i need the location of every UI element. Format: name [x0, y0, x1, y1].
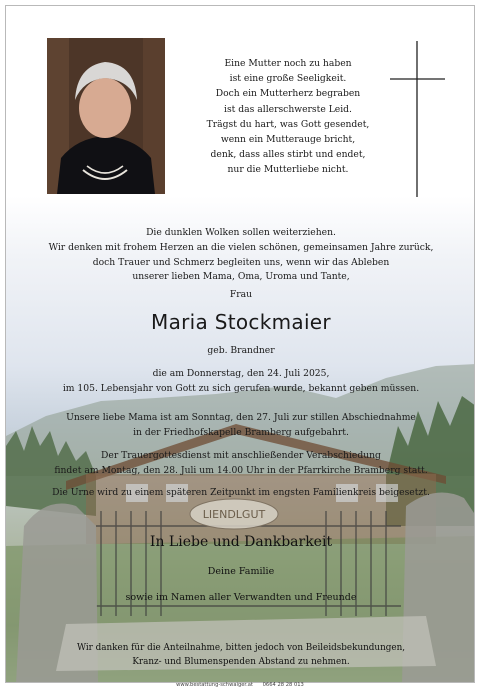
poem-line: nur die Mutterliebe nicht.: [227, 164, 349, 176]
footer: [0, 682, 480, 688]
poem-line: Trägst du hart, was Gott gesendet,: [206, 118, 370, 130]
footer-website: www.bestattung-schwaiger.at: [176, 682, 253, 688]
farewell-notice: [6, 411, 475, 441]
family-signature: Deine Familie: [207, 566, 275, 577]
farewell-line: Unsere liebe Mama ist am Sonntag, den 27. Juli zur stillen Abschiednahme: [66, 412, 416, 423]
farewell-line: in der Friedhofskapelle Bramberg aufgebahrt.: [133, 426, 349, 438]
obituary-frame: [5, 5, 475, 683]
poem-line: ist das allerschwerste Leid.: [224, 103, 352, 115]
salutation: Frau: [229, 289, 253, 300]
poem-line: ist eine große Seeligkeit.: [229, 73, 347, 85]
death-line: im 105. Lebensjahr von Gott zu sich gerufen wurde, bekannt geben müssen.: [62, 382, 420, 394]
birth-name: geb. Brandner: [207, 345, 275, 356]
poem-line: Eine Mutter noch zu haben: [224, 58, 352, 69]
sign-text: LIENDLGUT: [202, 508, 266, 521]
urn-line: Die Urne wird zu einem späteren Zeitpunkt im engsten Familienkreis beigesetzt.: [52, 487, 430, 498]
poem: [186, 56, 390, 178]
service-line: findet am Montag, den 28. Juli um 14.00 Uhr in der Pfarrkirche Bramberg statt.: [54, 464, 428, 476]
footer-phone: 0664 28 28 013: [262, 682, 304, 688]
sign-off-heading: In Liebe und Dankbarkeit: [149, 534, 333, 550]
poem-line: Doch ein Mutterherz begraben: [215, 88, 361, 100]
poem-line: denk, dass alles stirbt und endet,: [210, 149, 366, 161]
thanks-line: Kranz- und Blumenspenden Abstand zu nehmen.: [132, 656, 350, 667]
poem-line: wenn ein Mutterauge bricht,: [220, 134, 356, 146]
death-line: die am Donnerstag, den 24. Juli 2025,: [152, 368, 330, 379]
thanks-line: Wir danken für die Anteilnahme, bitten jedoch von Beileidsbekundungen,: [76, 643, 406, 653]
relatives-signature: sowie im Namen aller Verwandten und Freunde: [125, 592, 357, 603]
portrait-photo: [47, 38, 165, 194]
intro-line: Wir denken mit frohem Herzen an die vielen schönen, gemeinsamen Jahre zurück,: [48, 241, 434, 253]
intro-text: [6, 226, 475, 285]
intro-line: Die dunklen Wolken sollen weiterziehen.: [146, 227, 336, 238]
thanks-note: [6, 642, 475, 669]
service-notice: [6, 449, 475, 479]
death-notice: [6, 367, 475, 397]
cross-icon: [390, 41, 445, 197]
urn-notice: [6, 486, 475, 501]
portrait-image: [47, 38, 165, 194]
service-line: Der Trauergottesdienst mit anschließender Verabschiedung: [101, 450, 381, 461]
intro-line: unserer lieben Mama, Oma, Uroma und Tante,: [132, 271, 350, 283]
intro-line: doch Trauer und Schmerz begleiten uns, wenn wir das Ableben: [92, 256, 390, 268]
deceased-name: Maria Stockmaier: [151, 310, 331, 334]
